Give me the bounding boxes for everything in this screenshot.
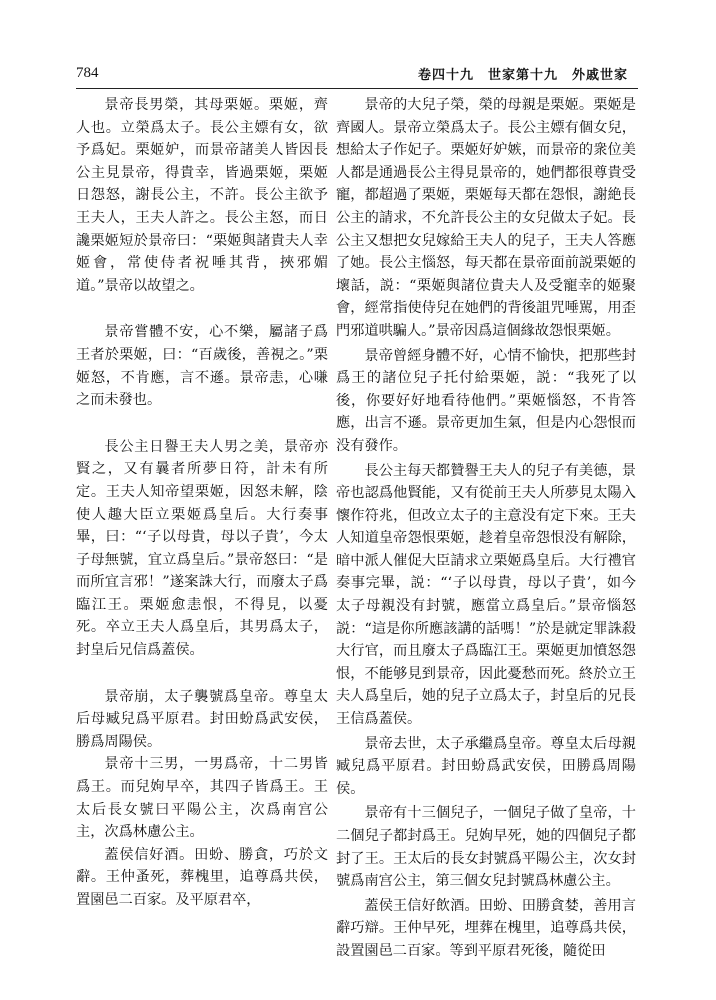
classical-paragraph-4: 景帝崩，太子襲號爲皇帝。尊皇太后母臧兒爲平原君。封田蚡爲武安侯，勝爲周陽侯。	[76, 688, 328, 750]
classical-paragraph-3: 長公主日譽王夫人男之美，景帝亦賢之，又有曩者所夢日符，計未有所定。王夫人知帝望栗姬，因怒未解，陰使人趣大臣立栗姬爲皇后。大行奏事畢，曰：“‘子以母貴，母以子貴’，今太子母無號，宜立爲皇后。”景帝怒曰：“是而所宜言邪！”遂案誅大行，而廢太子爲臨江王。栗姬愈恚恨，不得見，以憂死。卒立王夫人爲皇后，其男爲太子，封皇后兄信爲蓋侯。	[76, 438, 328, 659]
page-header	[76, 62, 636, 84]
classical-paragraph-5: 景帝十三男，一男爲帝，十二男皆爲王。而兒姁早卒，其四子皆爲王。王太后長女號曰平陽公主，次爲南宫公主，次爲林慮公主。	[76, 756, 328, 841]
translation-paragraph-5: 景帝有十三個兒子，一個兒子做了皇帝，十二個兒子都封爲王。兒姁早死，她的四個兒子都封了王。王太后的長女封號爲平陽公主，次女封號爲南宫公主，第三個女兒封號爲林慮公主。	[336, 805, 636, 890]
translation-column	[336, 94, 636, 963]
running-title: 卷四十九 世家第十九 外戚世家	[417, 67, 628, 83]
translation-paragraph-6: 蓋侯王信好飲酒。田蚡、田勝貪婪，善用言辭巧辯。王仲早死，埋葬在槐里，追尊爲共侯，設置園邑二百家。等到平原君死後，隨從田	[336, 897, 636, 959]
page-number: 784	[76, 64, 99, 81]
classical-paragraph-2: 景帝嘗體不安，心不樂，屬諸子爲王者於栗姬，曰：“百歲後，善視之。”栗姬怒，不肯應，言不遜。景帝恚，心嗛之而未發也。	[76, 324, 328, 409]
classical-paragraph-6: 蓋侯信好酒。田蚡、勝貪，巧於文辭。王仲蚤死，葬槐里，追尊爲共侯，置園邑二百家。及平原君卒，	[76, 846, 328, 908]
translation-paragraph-4: 景帝去世，太子承繼爲皇帝。尊皇太后母親臧兒爲平原君。封田蚡爲武安侯，田勝爲周陽侯。	[336, 735, 636, 797]
translation-paragraph-3: 長公主每天都贊譽王夫人的兒子有美德，景帝也認爲他賢能，又有從前王夫人所夢見太陽入懷作符兆，但改立太子的主意没有定下來。王夫人知道皇帝怨恨栗姬，趁着皇帝怨恨没有解除，暗中派人催促大臣請求立栗姬爲皇后。大行禮官奏事完畢，説：“‘子以母貴，母以子貴’，如今太子母親没有封號，應當立爲皇后。”景帝惱怒説：“這是你所應該講的話嗎！”於是就定罪誅殺大行官，而且廢太子爲臨江王。栗姬更加憤怒怨恨，不能够見到景帝，因此憂愁而死。終於立王夫人爲皇后，她的兒子立爲太子，封皇后的兄長王信爲蓋侯。	[336, 462, 636, 728]
classical-text-column	[76, 94, 328, 912]
translation-paragraph-1: 景帝的大兒子榮，榮的母親是栗姬。栗姬是齊國人。景帝立榮爲太子。長公主嫖有個女兒，想給太子作妃子。栗姬好妒嫉，而景帝的衆位美人都是通過長公主得見景帝的，她們都很尊貴受寵，都超過了栗姬，栗姬每天都在怨恨，謝絶長公主的請求，不允許長公主的女兒做太子妃。長公主又想把女兒嫁給王夫人的兒子，王夫人答應了她。長公主惱怒，每天都在景帝面前説栗姬的壞話，説：“栗姬與諸位貴夫人及受寵幸的姬聚會，經常指使侍兒在她們的背後詛咒唾駡，用歪門邪道哄騙人。”景帝因爲這個緣故怨恨栗姬。	[336, 97, 636, 339]
header-rule	[76, 88, 638, 89]
translation-paragraph-2: 景帝曾經身體不好，心情不愉快，把那些封爲王的諸位兒子托付給栗姬，説：“我死了以後，你要好好地看待他們。”栗姬惱怒，不肯答應，出言不遜。景帝更加生氣，但是内心怨恨而没有發作。	[336, 347, 636, 454]
classical-paragraph-1: 景帝長男榮，其母栗姬。栗姬，齊人也。立榮爲太子。長公主嫖有女，欲予爲妃。栗姬妒，而景帝諸美人皆因長公主見景帝，得貴幸，皆過栗姬，栗姬日怨怒，謝長公主，不許。長公主欲予王夫人，王夫人許之。長公主怒，而日讒栗姬短於景帝曰：“栗姬與諸貴夫人幸姬會，常使侍者祝唾其背，挾邪媚道。”景帝以故望之。	[76, 97, 328, 294]
